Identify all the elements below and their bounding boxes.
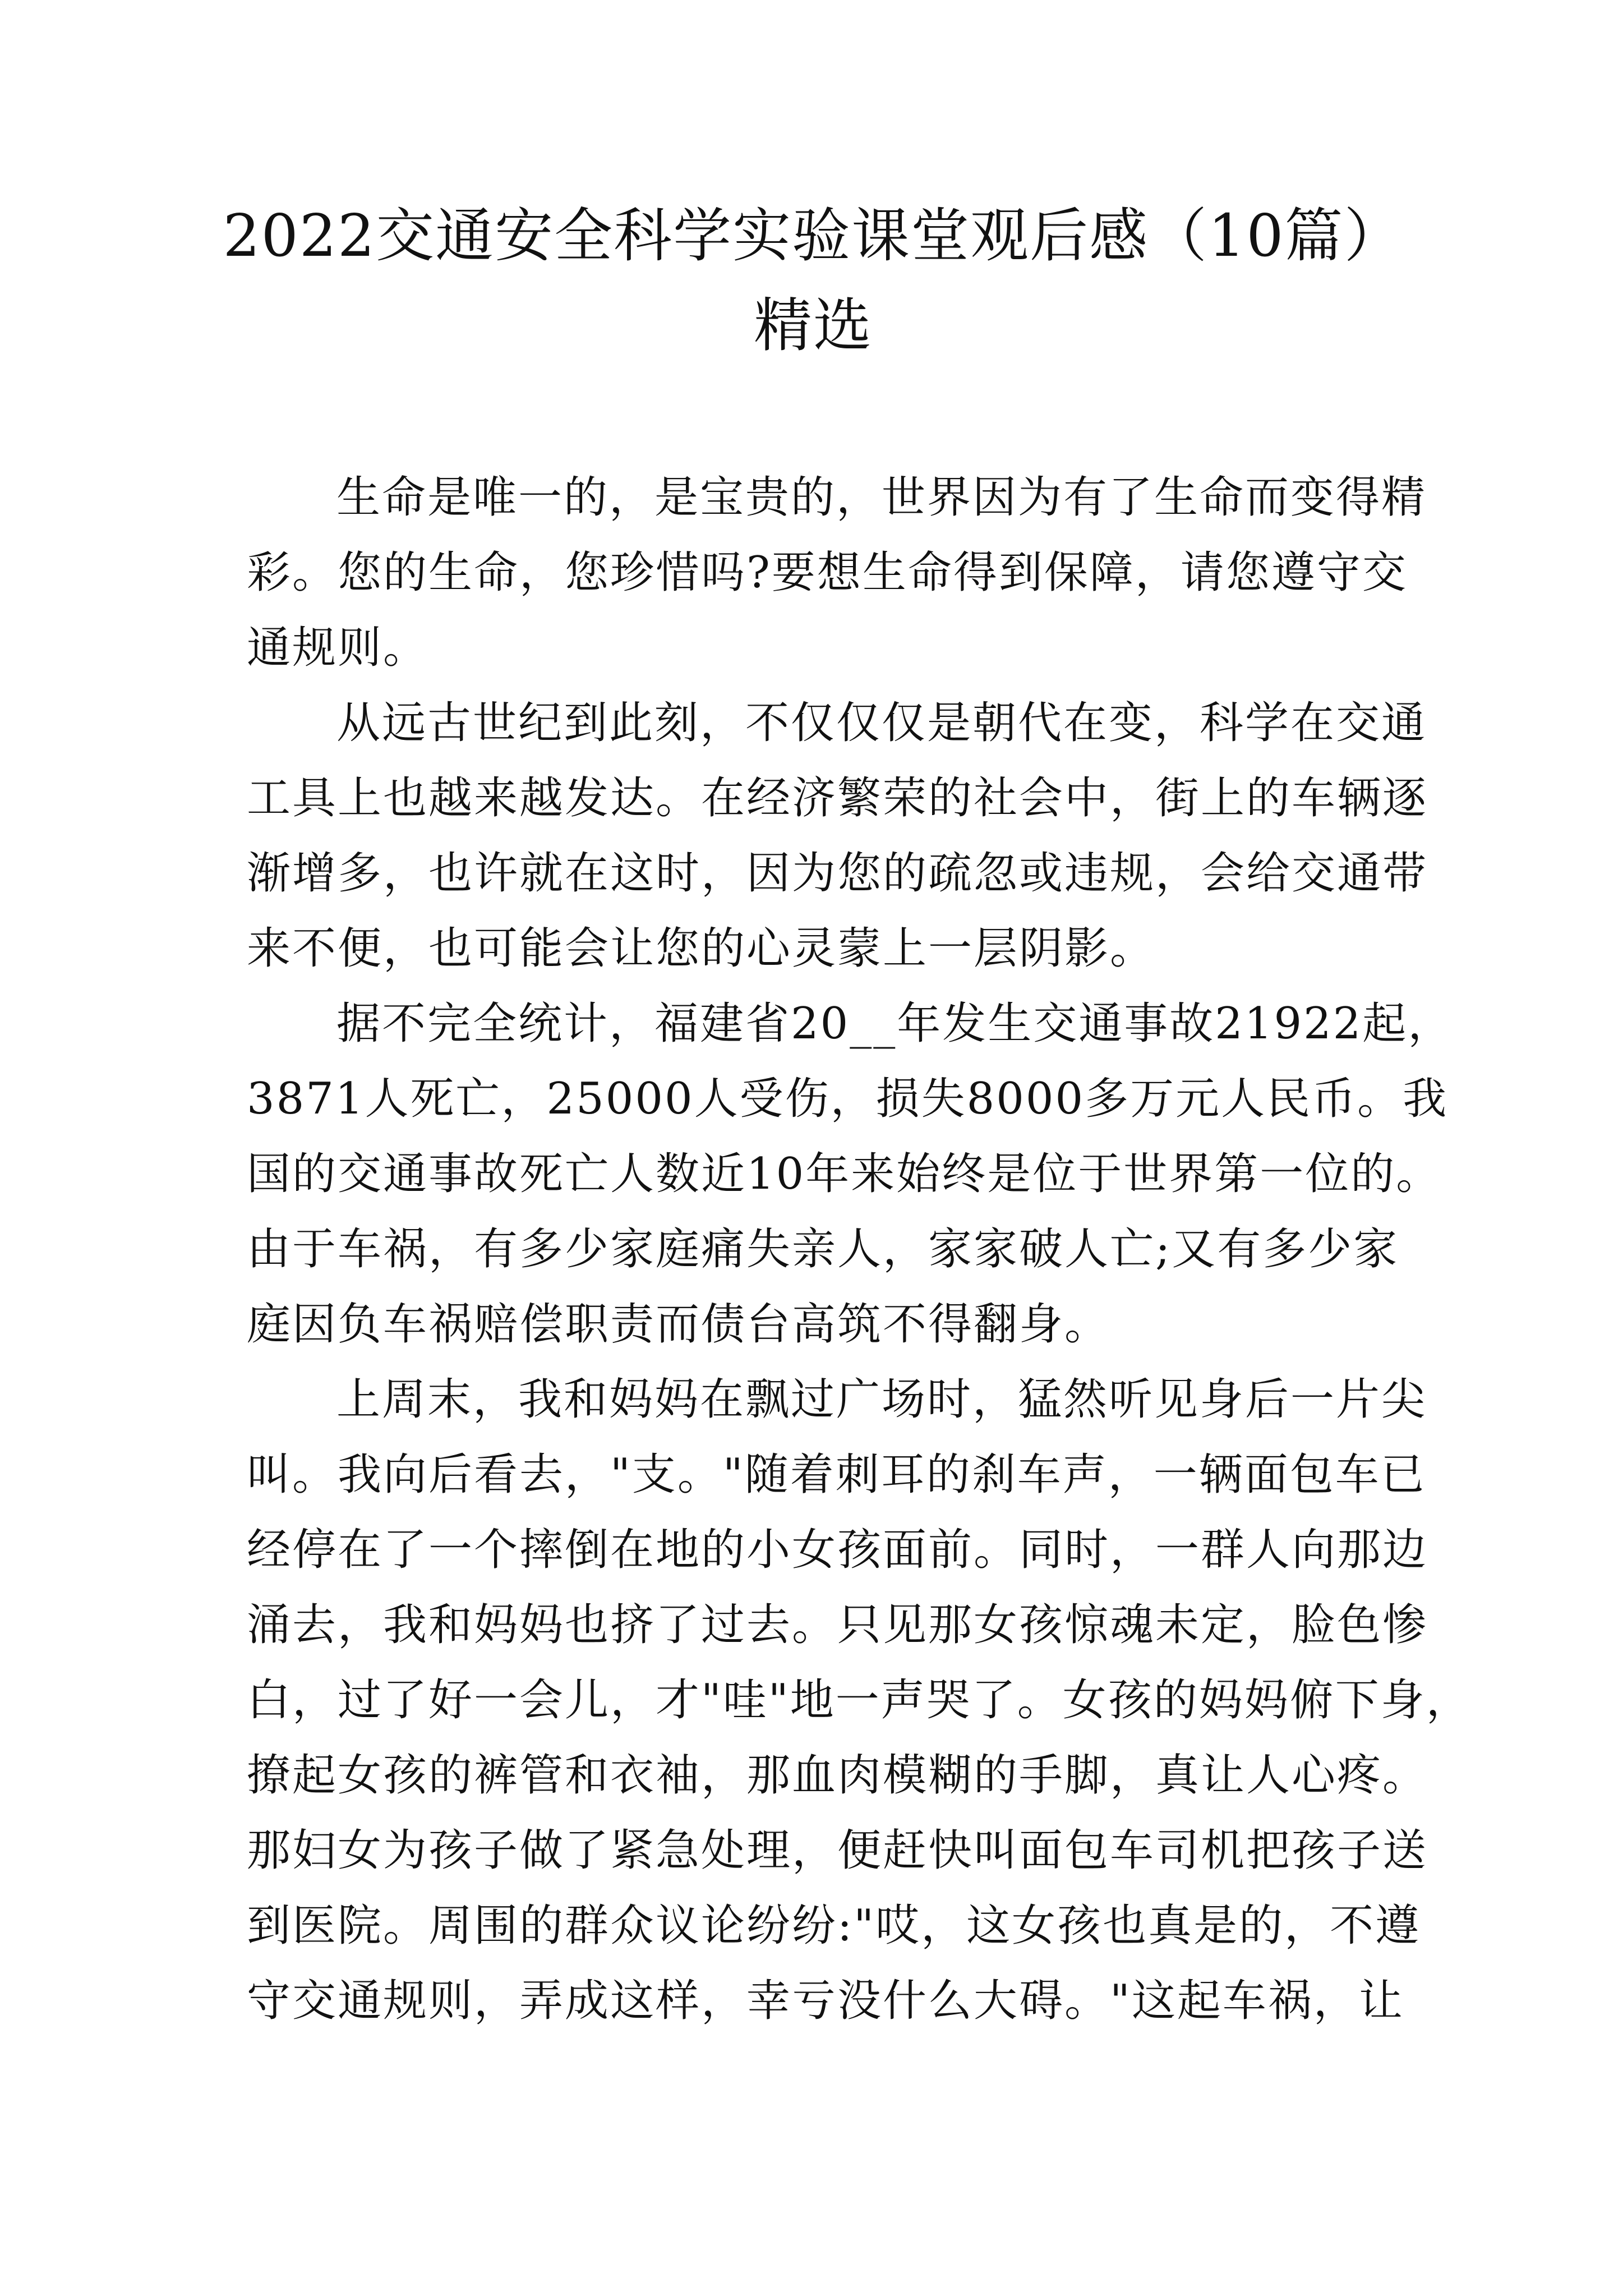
text-line: 工具上也越来越发达。在经济繁荣的社会中，街上的车辆逐	[247, 773, 1428, 823]
text-line: 彩。您的生命，您珍惜吗?要想生命得到保障，请您遵守交	[247, 547, 1408, 598]
text-line: 从远古世纪到此刻，不仅仅仅是朝代在变，科学在交通	[336, 698, 1427, 748]
text-line: 由于车祸，有多少家庭痛失亲人，家家破人亡;又有多少家	[247, 1224, 1399, 1274]
text-line: 到医院。周围的群众议论纷纷:"哎，这女孩也真是的，不遵	[247, 1901, 1421, 1951]
title-line: 2022交通安全科学实验课堂观后感（10篇）	[223, 201, 1404, 270]
title-line: 精选	[753, 291, 873, 360]
text-line: 3871人死亡，25000人受伤，损失8000多万元人民币。我	[247, 1074, 1449, 1124]
paragraph	[247, 986, 1454, 1362]
text-line: 庭因负车祸赔偿职责而债台高筑不得翻身。	[247, 1299, 1110, 1350]
text-line: 撩起女孩的裤管和衣袖，那血肉模糊的手脚，真让人心疼。	[247, 1750, 1428, 1801]
text-line: 白，过了好一会儿，才"哇"地一声哭了。女孩的妈妈俯下身，	[247, 1675, 1472, 1726]
paragraph	[247, 685, 1428, 986]
page-title	[213, 191, 1413, 370]
text-line: 渐增多，也许就在这时，因为您的疏忽或违规，会给交通带	[247, 848, 1428, 899]
text-line: 生命是唯一的，是宝贵的，世界因为有了生命而变得精	[336, 472, 1427, 523]
text-line: 通规则。	[247, 623, 429, 673]
text-line: 那妇女为孩子做了紧急处理，便赶快叫面包车司机把孩子送	[247, 1825, 1428, 1876]
text-line: 守交通规则，弄成这样，幸亏没什么大碍。"这起车祸，让	[247, 1976, 1404, 2026]
text-line: 据不完全统计，福建省20__年发生交通事故21922起，	[336, 999, 1454, 1049]
text-line: 经停在了一个摔倒在地的小女孩面前。同时，一群人向那边	[247, 1525, 1428, 1575]
text-line: 国的交通事故死亡人数近10年来始终是位于世界第一位的。	[247, 1149, 1442, 1199]
text-line: 来不便，也可能会让您的心灵蒙上一层阴影。	[247, 923, 1156, 974]
text-line: 涌去，我和妈妈也挤了过去。只见那女孩惊魂未定，脸色惨	[247, 1600, 1428, 1650]
text-line: 上周末，我和妈妈在飘过广场时，猛然听见身后一片尖	[336, 1374, 1427, 1425]
paragraph	[247, 460, 1427, 685]
document-body	[247, 460, 1472, 2039]
paragraph	[247, 1362, 1472, 2039]
text-line: 叫。我向后看去，"支。"随着刺耳的刹车声，一辆面包车已	[247, 1450, 1426, 1500]
